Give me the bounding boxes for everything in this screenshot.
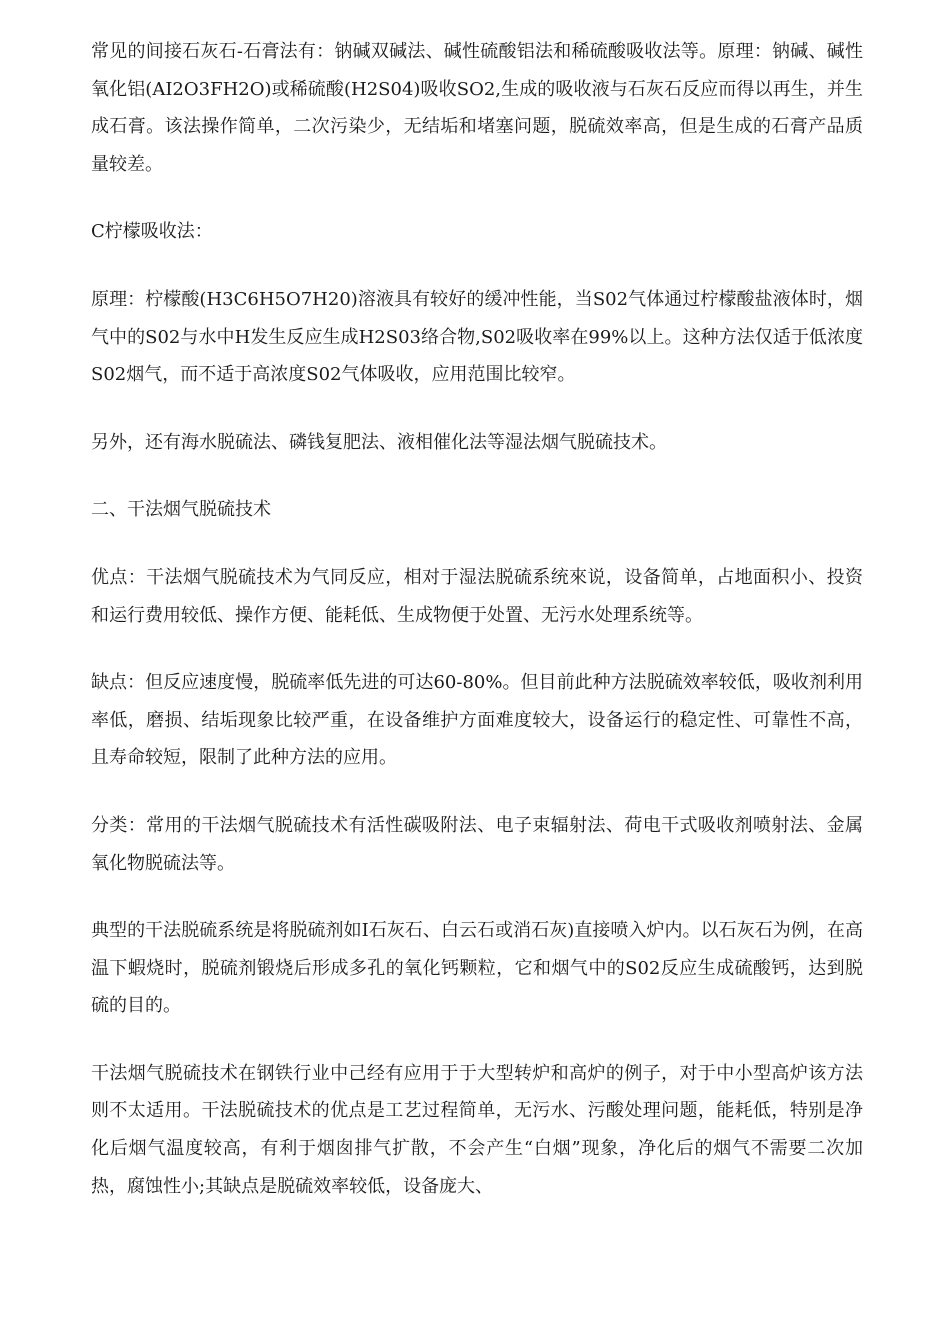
paragraph-steel-industry-application: 干法烟气脱硫技术在钢铁行业中己经有应用于于大型转炉和高炉的例子，对于中小型高炉该方法则不太适用。干法脱硫技术的优点是工艺过程简单，无污水、污酸处理问题，能耗低，特别是净化后烟气温度较高，有利于烟囱排气扩散，不会产生“白烟”现象，净化后的烟气不需要二次加热，腐蚀性小;其缺点是脱硫效率较低，设备庞大、 xyxy=(91,1062,863,1197)
document-page xyxy=(91,33,863,1205)
paragraph-disadvantages: 缺点：但反应速度慢，脱硫率低先进的可达60-80%。但目前此种方法脱硫效率较低，吸收剂利用率低，磨损、结垢现象比较严重，在设备维护方面难度较大，设备运行的稳定性、可靠性不高，且寿命较短，限制了此种方法的应用。 xyxy=(91,672,863,769)
paragraph-citrate-principle: 原理：柠檬酸(H3C6H5O7H20)溶液具有较好的缓冲性能，当S02气体通过柠檬酸盐液体时，烟气中的S02与水中H发生反应生成H2S03络合物,S02吸收率在99%以上。这种方法仅适于低浓度S02烟气，而不适于高浓度S02气体吸收，应用范围比较窄。 xyxy=(91,288,863,386)
paragraph-other-wet-methods: 另外，还有海水脱硫法、磷钱复肥法、液相催化法等湿法烟气脱硫技术。 xyxy=(91,431,667,453)
paragraph-advantages: 优点：干法烟气脱硫技术为气同反应，相对于湿法脱硫系统來说，设备简单，占地面积小、投资和运行费用较低、操作方便、能耗低、生成物便于处置、无污水处理系统等。 xyxy=(91,566,863,626)
paragraph-classification: 分类：常用的干法烟气脱硫技术有活性碳吸附法、电子束辐射法、荷电干式吸收剂喷射法、金属氧化物脱硫法等。 xyxy=(91,814,863,874)
heading-citrate-absorption: C柠檬吸收法： xyxy=(91,221,213,243)
heading-dry-desulfurization: 二、干法烟气脱硫技术 xyxy=(91,499,271,521)
paragraph-typical-dry-system: 典型的干法脱硫系统是将脱硫剂如I石灰石、白云石或消石灰)直接喷入炉内。以石灰石为例，在高温下蝦烧时，脱硫剂锻烧后形成多孔的氧化钙颗粒，它和烟气中的S02反应生成硫酸钙，达到脱硫的目的。 xyxy=(91,920,863,1017)
paragraph-indirect-limestone-gypsum: 常见的间接石灰石-石膏法有：钠碱双碱法、碱性硫酸铝法和稀硫酸吸收法等。原理：钠碱、碱性氧化铝(AI2O3FH2O)或稀硫酸(H2S04)吸收SO2,生成的吸收液与石灰石反应而得以再生，并生成石膏。该法操作简单，二次污染少，无结垢和堵塞问题，脱硫效率高，但是生成的石膏产品质量较差。 xyxy=(91,41,863,175)
